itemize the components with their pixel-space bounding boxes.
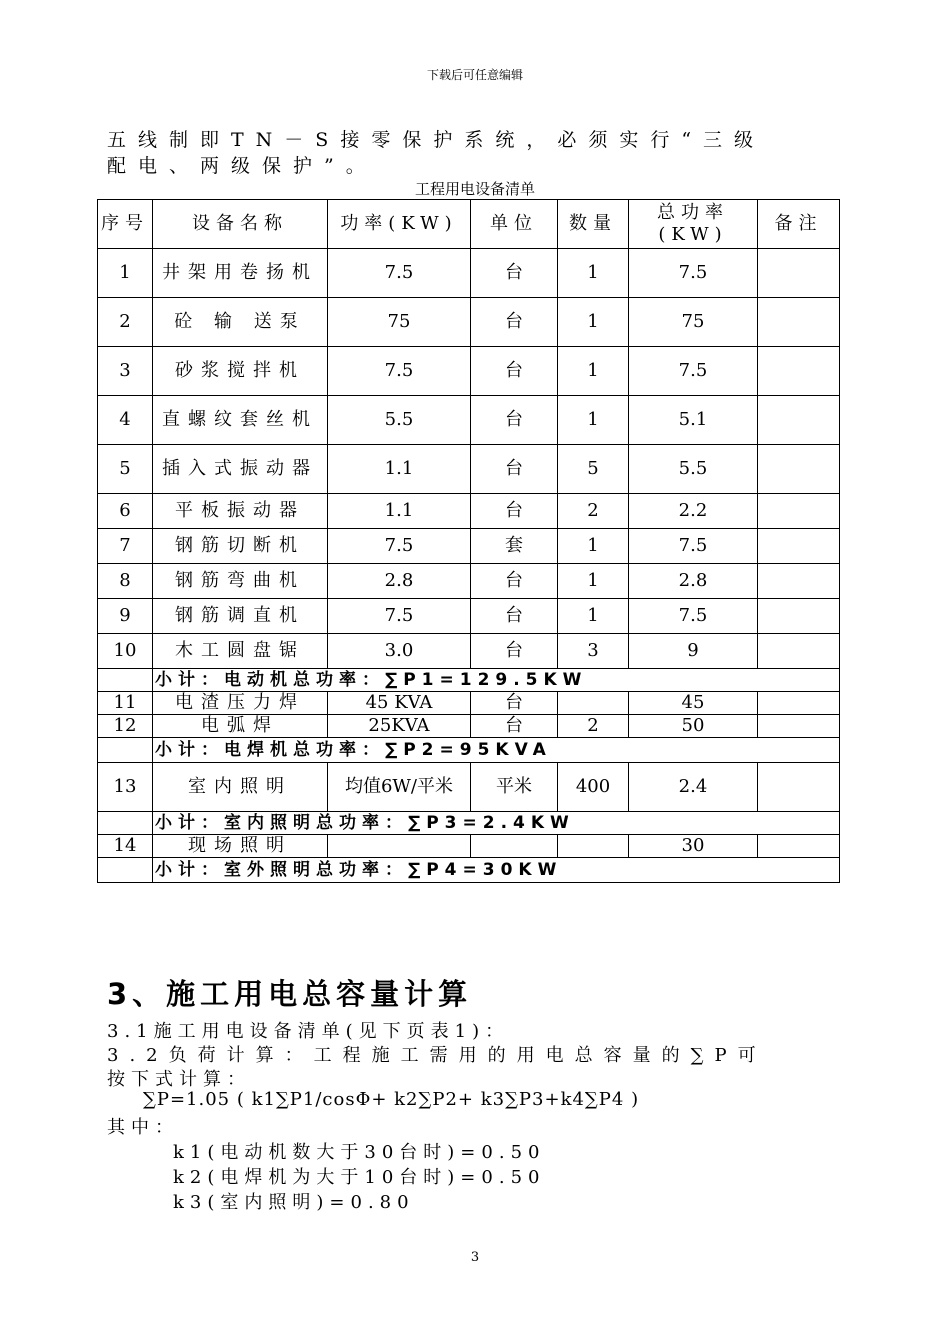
cell-no: 13 bbox=[98, 763, 153, 812]
table-row bbox=[98, 249, 840, 298]
cell-no: 11 bbox=[98, 692, 153, 715]
cell-power: 75 bbox=[328, 298, 471, 347]
cell-qty: 1 bbox=[558, 396, 629, 445]
table-row bbox=[98, 529, 840, 564]
cell-name: 电渣压力焊 bbox=[153, 692, 328, 715]
table-row bbox=[98, 599, 840, 634]
cell-unit bbox=[471, 835, 558, 858]
cell-unit: 台 bbox=[471, 692, 558, 715]
cell-unit: 台 bbox=[471, 347, 558, 396]
cell-power: 45 KVA bbox=[328, 692, 471, 715]
table-row bbox=[98, 396, 840, 445]
cell-power: 3.0 bbox=[328, 634, 471, 669]
table-row bbox=[98, 835, 840, 858]
cell-qty: 1 bbox=[558, 529, 629, 564]
cell-name: 钢筋弯曲机 bbox=[153, 564, 328, 599]
cell-total: 45 bbox=[629, 692, 758, 715]
subtotal-welders: 小计：电焊机总功率：∑P2=95KVA bbox=[153, 738, 840, 763]
cell-remark bbox=[758, 763, 840, 812]
cell-power: 均值6W/平米 bbox=[328, 763, 471, 812]
calc-line-2: 3.2负荷计算：工程施工需用的用电总容量的∑P可 bbox=[107, 1045, 767, 1066]
cell-name: 室内照明 bbox=[153, 763, 328, 812]
cell-qty: 1 bbox=[558, 298, 629, 347]
cell-qty: 1 bbox=[558, 249, 629, 298]
header-qty: 数量 bbox=[558, 200, 629, 249]
cell-total: 50 bbox=[629, 715, 758, 738]
table-header-row bbox=[98, 200, 840, 249]
header-unit: 单位 bbox=[471, 200, 558, 249]
cell-power: 2.8 bbox=[328, 564, 471, 599]
cell-no: 10 bbox=[98, 634, 153, 669]
cell-total: 2.4 bbox=[629, 763, 758, 812]
subtotal-indoor-lighting: 小计：室内照明总功率：∑P3=2.4KW bbox=[153, 812, 840, 835]
cell-power: 7.5 bbox=[328, 347, 471, 396]
cell-name: 现场照明 bbox=[153, 835, 328, 858]
table-row bbox=[98, 763, 840, 812]
cell-name: 插入式振动器 bbox=[153, 445, 328, 494]
table-row bbox=[98, 564, 840, 599]
table-caption: 工程用电设备清单 bbox=[414, 180, 535, 198]
subtotal-row bbox=[98, 812, 840, 835]
cell-name: 砼 输 送泵 bbox=[153, 298, 328, 347]
cell-power: 7.5 bbox=[328, 599, 471, 634]
cell-no: 6 bbox=[98, 494, 153, 529]
cell-total: 5.1 bbox=[629, 396, 758, 445]
table-row bbox=[98, 298, 840, 347]
cell-unit: 台 bbox=[471, 249, 558, 298]
subtotal-row bbox=[98, 669, 840, 692]
cell-unit: 台 bbox=[471, 715, 558, 738]
page-header: 下载后可任意编辑 bbox=[426, 68, 523, 82]
calc-line-3: 按下式计算： bbox=[107, 1069, 251, 1090]
cell-total: 7.5 bbox=[629, 529, 758, 564]
cell-no: 4 bbox=[98, 396, 153, 445]
coefficient-k3: k3(室内照明)=0.80 bbox=[173, 1192, 415, 1213]
cell-remark bbox=[758, 529, 840, 564]
table-row bbox=[98, 692, 840, 715]
header-remark: 备注 bbox=[758, 200, 840, 249]
cell-total: 9 bbox=[629, 634, 758, 669]
cell-total: 2.8 bbox=[629, 564, 758, 599]
cell-no: 2 bbox=[98, 298, 153, 347]
cell-qty: 3 bbox=[558, 634, 629, 669]
cell-name: 钢筋调直机 bbox=[153, 599, 328, 634]
cell-power: 25KVA bbox=[328, 715, 471, 738]
cell-name: 砂浆搅拌机 bbox=[153, 347, 328, 396]
cell-unit: 台 bbox=[471, 298, 558, 347]
cell-no: 5 bbox=[98, 445, 153, 494]
cell-remark bbox=[758, 298, 840, 347]
cell-qty bbox=[558, 692, 629, 715]
cell-remark bbox=[758, 494, 840, 529]
cell-power: 1.1 bbox=[328, 445, 471, 494]
cell-qty: 400 bbox=[558, 763, 629, 812]
table-row bbox=[98, 634, 840, 669]
subtotal-row bbox=[98, 858, 840, 883]
cell-name: 电弧焊 bbox=[153, 715, 328, 738]
coefficient-k1: k1(电动机数大于30台时)=0.50 bbox=[173, 1142, 546, 1163]
table-row bbox=[98, 715, 840, 738]
cell-total: 7.5 bbox=[629, 599, 758, 634]
cell-qty bbox=[558, 835, 629, 858]
header-total: 总功率(KW) bbox=[629, 200, 758, 249]
cell-remark bbox=[758, 692, 840, 715]
cell-unit: 台 bbox=[471, 396, 558, 445]
cell-remark bbox=[758, 564, 840, 599]
cell-no: 8 bbox=[98, 564, 153, 599]
subtotal-motors: 小计：电动机总功率：∑P1=129.5KW bbox=[153, 669, 840, 692]
cell-name: 木工圆盘锯 bbox=[153, 634, 328, 669]
cell-remark bbox=[758, 599, 840, 634]
cell-unit: 台 bbox=[471, 494, 558, 529]
cell-total: 30 bbox=[629, 835, 758, 858]
cell-power: 1.1 bbox=[328, 494, 471, 529]
cell-unit: 台 bbox=[471, 599, 558, 634]
cell-no: 14 bbox=[98, 835, 153, 858]
table-row bbox=[98, 445, 840, 494]
cell-name: 钢筋切断机 bbox=[153, 529, 328, 564]
table-row bbox=[98, 347, 840, 396]
cell-qty: 1 bbox=[558, 599, 629, 634]
equipment-table bbox=[97, 199, 840, 883]
calc-line-1: 3.1施工用电设备清单(见下页表1)： bbox=[107, 1021, 510, 1042]
cell-qty: 2 bbox=[558, 715, 629, 738]
cell-power: 5.5 bbox=[328, 396, 471, 445]
cell-no bbox=[98, 858, 153, 883]
intro-line-2: 配电、两级保护”。 bbox=[107, 155, 377, 177]
header-no: 序号 bbox=[98, 200, 153, 249]
cell-remark bbox=[758, 249, 840, 298]
table-row bbox=[98, 494, 840, 529]
cell-no bbox=[98, 738, 153, 763]
cell-remark bbox=[758, 634, 840, 669]
cell-total: 75 bbox=[629, 298, 758, 347]
subtotal-row bbox=[98, 738, 840, 763]
cell-qty: 1 bbox=[558, 564, 629, 599]
formula-line: ∑P=1.05 ( k1∑P1/cosΦ+ k2∑P2+ k3∑P3+k4∑P4 ) bbox=[143, 1089, 640, 1110]
cell-remark bbox=[758, 445, 840, 494]
header-name: 设备名称 bbox=[153, 200, 328, 249]
cell-remark bbox=[758, 347, 840, 396]
cell-no: 12 bbox=[98, 715, 153, 738]
subtotal-outdoor-lighting: 小计：室外照明总功率：∑P4=30KW bbox=[153, 858, 840, 883]
cell-total: 5.5 bbox=[629, 445, 758, 494]
cell-qty: 5 bbox=[558, 445, 629, 494]
cell-unit: 套 bbox=[471, 529, 558, 564]
cell-qty: 1 bbox=[558, 347, 629, 396]
cell-name: 井架用卷扬机 bbox=[153, 249, 328, 298]
cell-no: 9 bbox=[98, 599, 153, 634]
intro-line-1: 五线制即TN－S接零保护系统，必须实行“三级 bbox=[107, 129, 766, 151]
cell-unit: 台 bbox=[471, 564, 558, 599]
calc-line-5: 其中： bbox=[107, 1117, 179, 1138]
cell-total: 7.5 bbox=[629, 249, 758, 298]
cell-power bbox=[328, 835, 471, 858]
cell-power: 7.5 bbox=[328, 249, 471, 298]
cell-total: 7.5 bbox=[629, 347, 758, 396]
cell-total: 2.2 bbox=[629, 494, 758, 529]
cell-unit: 台 bbox=[471, 445, 558, 494]
cell-no: 7 bbox=[98, 529, 153, 564]
coefficient-k2: k2(电焊机为大于10台时)=0.50 bbox=[173, 1167, 546, 1188]
cell-remark bbox=[758, 835, 840, 858]
section-title: 3、施工用电总容量计算 bbox=[107, 977, 473, 1011]
cell-no bbox=[98, 669, 153, 692]
cell-name: 平板振动器 bbox=[153, 494, 328, 529]
cell-unit: 平米 bbox=[471, 763, 558, 812]
cell-no bbox=[98, 812, 153, 835]
cell-unit: 台 bbox=[471, 634, 558, 669]
header-power: 功率(KW) bbox=[328, 200, 471, 249]
cell-no: 1 bbox=[98, 249, 153, 298]
cell-remark bbox=[758, 396, 840, 445]
page-number: 3 bbox=[470, 1250, 480, 1265]
cell-qty: 2 bbox=[558, 494, 629, 529]
cell-no: 3 bbox=[98, 347, 153, 396]
cell-power: 7.5 bbox=[328, 529, 471, 564]
cell-remark bbox=[758, 715, 840, 738]
cell-name: 直螺纹套丝机 bbox=[153, 396, 328, 445]
